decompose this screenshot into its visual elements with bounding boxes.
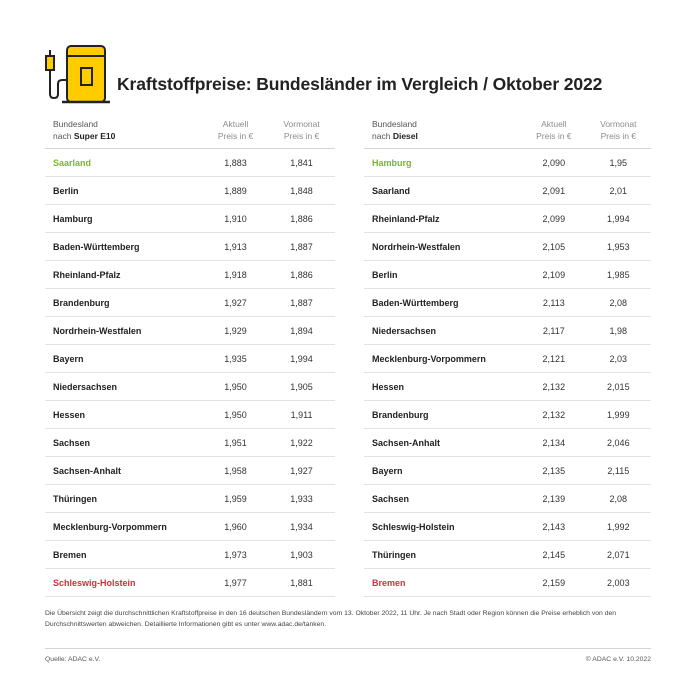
- current-price-column-header: [522, 118, 586, 149]
- footer-divider: [45, 648, 651, 649]
- diesel-table: [364, 118, 651, 597]
- current-price-cell: 2,132: [522, 373, 586, 401]
- previous-price-cell: 1,887: [268, 289, 335, 317]
- previous-header-line2: Preis in €: [600, 131, 637, 141]
- state-cell: Mecklenburg-Vorpommern: [45, 513, 203, 541]
- fuel-pump-icon: [40, 40, 112, 106]
- current-price-cell: 1,977: [203, 569, 268, 597]
- state-cell: Bremen: [364, 569, 522, 597]
- state-cell: Brandenburg: [45, 289, 203, 317]
- previous-price-cell: 1,905: [268, 373, 335, 401]
- state-cell: Saarland: [45, 149, 203, 177]
- state-cell: Niedersachsen: [45, 373, 203, 401]
- previous-price-cell: 1,841: [268, 149, 335, 177]
- current-header-line2: Preis in €: [217, 131, 254, 141]
- table-row: [364, 149, 651, 177]
- table-row: [364, 429, 651, 457]
- previous-price-cell: 1,881: [268, 569, 335, 597]
- table-row: [45, 205, 335, 233]
- state-cell: Sachsen-Anhalt: [45, 457, 203, 485]
- table-header-row: [364, 118, 651, 149]
- previous-price-cell: 1,886: [268, 205, 335, 233]
- header: [40, 38, 660, 108]
- current-price-cell: 1,950: [203, 373, 268, 401]
- previous-price-cell: 2,046: [586, 429, 651, 457]
- current-price-cell: 2,134: [522, 429, 586, 457]
- table-row: [45, 513, 335, 541]
- current-price-cell: 2,143: [522, 513, 586, 541]
- current-price-cell: 2,117: [522, 317, 586, 345]
- state-cell: Rheinland-Pfalz: [364, 205, 522, 233]
- previous-price-cell: 1,95: [586, 149, 651, 177]
- fuel-type-label: Super E10: [73, 131, 116, 141]
- previous-price-cell: 1,927: [268, 457, 335, 485]
- previous-price-column-header: [586, 118, 651, 149]
- current-price-cell: 1,950: [203, 401, 268, 429]
- current-header-line1: Aktuell: [222, 119, 249, 129]
- current-price-cell: 2,159: [522, 569, 586, 597]
- table-row: [45, 373, 335, 401]
- table-row: [364, 261, 651, 289]
- current-price-cell: 1,929: [203, 317, 268, 345]
- table-row: [364, 457, 651, 485]
- state-cell: Thüringen: [364, 541, 522, 569]
- table-row: [364, 513, 651, 541]
- super-e10-table: [45, 118, 335, 597]
- previous-price-cell: 1,994: [268, 345, 335, 373]
- previous-price-cell: 1,894: [268, 317, 335, 345]
- state-cell: Schleswig-Holstein: [45, 569, 203, 597]
- state-cell: Sachsen: [364, 485, 522, 513]
- state-header-prefix: nach: [53, 131, 72, 141]
- table-row: [45, 569, 335, 597]
- state-header-line1: Bundesland: [53, 119, 98, 129]
- state-cell: Berlin: [364, 261, 522, 289]
- footnote: Die Übersicht zeigt die durchschnittlichen Kraftstoffpreise in den 16 deutschen Bundesländern vom 13. Oktober 2022, 11 Uhr. Je nach Stadt oder Region können die Preise erheblich von den Durchschnittswerten abweichen. Detaillierte Informationen gibt es unter www.adac.de/tanken.: [45, 610, 617, 628]
- table-row: [364, 345, 651, 373]
- table-row: [45, 177, 335, 205]
- previous-price-cell: 2,08: [586, 485, 651, 513]
- current-price-cell: 1,960: [203, 513, 268, 541]
- previous-price-cell: 1,994: [586, 205, 651, 233]
- current-price-cell: 1,913: [203, 233, 268, 261]
- previous-header-line2: Preis in €: [283, 131, 320, 141]
- state-cell: Hamburg: [45, 205, 203, 233]
- current-price-cell: 2,109: [522, 261, 586, 289]
- table-row: [45, 149, 335, 177]
- table-row: [45, 289, 335, 317]
- table-row: [45, 261, 335, 289]
- state-header-prefix: nach: [372, 131, 391, 141]
- state-cell: Hessen: [45, 401, 203, 429]
- table-row: [364, 569, 651, 597]
- super-e10-rows: [45, 149, 335, 597]
- current-price-cell: 1,883: [203, 149, 268, 177]
- current-price-cell: 1,910: [203, 205, 268, 233]
- previous-price-cell: 1,98: [586, 317, 651, 345]
- table-row: [45, 401, 335, 429]
- current-price-cell: 1,959: [203, 485, 268, 513]
- previous-price-cell: 1,886: [268, 261, 335, 289]
- previous-price-cell: 1,922: [268, 429, 335, 457]
- current-header-line1: Aktuell: [541, 119, 567, 129]
- current-price-cell: 1,951: [203, 429, 268, 457]
- table-row: [45, 317, 335, 345]
- current-price-cell: 2,139: [522, 485, 586, 513]
- current-price-cell: 1,927: [203, 289, 268, 317]
- state-cell: Berlin: [45, 177, 203, 205]
- state-column-header: [45, 118, 203, 149]
- current-price-cell: 1,935: [203, 345, 268, 373]
- state-cell: Baden-Württemberg: [45, 233, 203, 261]
- diesel-rows: [364, 149, 651, 597]
- previous-price-cell: 2,003: [586, 569, 651, 597]
- table-row: [364, 317, 651, 345]
- current-price-cell: 2,090: [522, 149, 586, 177]
- state-cell: Hamburg: [364, 149, 522, 177]
- previous-price-cell: 1,985: [586, 261, 651, 289]
- table-row: [364, 177, 651, 205]
- table-row: [364, 485, 651, 513]
- table-row: [45, 485, 335, 513]
- source-label: Quelle: ADAC e.V.: [45, 656, 101, 663]
- state-cell: Sachsen-Anhalt: [364, 429, 522, 457]
- previous-price-cell: 1,934: [268, 513, 335, 541]
- copyright-label: © ADAC e.V. 10.2022: [585, 656, 651, 663]
- state-cell: Bayern: [45, 345, 203, 373]
- current-price-cell: 2,145: [522, 541, 586, 569]
- table-row: [364, 401, 651, 429]
- current-price-cell: 2,113: [522, 289, 586, 317]
- table-row: [364, 233, 651, 261]
- state-header-line1: Bundesland: [372, 119, 417, 129]
- previous-price-cell: 2,015: [586, 373, 651, 401]
- current-price-column-header: [203, 118, 268, 149]
- state-cell: Sachsen: [45, 429, 203, 457]
- current-price-cell: 1,958: [203, 457, 268, 485]
- state-cell: Hessen: [364, 373, 522, 401]
- previous-price-cell: 1,933: [268, 485, 335, 513]
- state-cell: Schleswig-Holstein: [364, 513, 522, 541]
- previous-price-cell: 2,03: [586, 345, 651, 373]
- fuel-type-label: Diesel: [392, 131, 418, 141]
- table-row: [45, 541, 335, 569]
- current-price-cell: 1,973: [203, 541, 268, 569]
- state-cell: Bremen: [45, 541, 203, 569]
- current-price-cell: 1,918: [203, 261, 268, 289]
- state-cell: Bayern: [364, 457, 522, 485]
- previous-price-cell: 1,999: [586, 401, 651, 429]
- table-row: [364, 289, 651, 317]
- table-row: [45, 457, 335, 485]
- previous-price-column-header: [268, 118, 335, 149]
- previous-header-line1: Vormonat: [600, 119, 637, 129]
- current-price-cell: 2,132: [522, 401, 586, 429]
- current-header-line2: Preis in €: [536, 131, 572, 141]
- state-cell: Nordrhein-Westfalen: [364, 233, 522, 261]
- table-row: [364, 373, 651, 401]
- state-cell: Nordrhein-Westfalen: [45, 317, 203, 345]
- state-cell: Rheinland-Pfalz: [45, 261, 203, 289]
- table-row: [45, 233, 335, 261]
- current-price-cell: 2,135: [522, 457, 586, 485]
- state-cell: Baden-Württemberg: [364, 289, 522, 317]
- table-row: [45, 429, 335, 457]
- previous-price-cell: 1,911: [268, 401, 335, 429]
- page-title: Kraftstoffpreise: Bundesländer im Vergleich / Oktober 2022: [117, 74, 603, 94]
- current-price-cell: 2,121: [522, 345, 586, 373]
- state-cell: Thüringen: [45, 485, 203, 513]
- state-cell: Niedersachsen: [364, 317, 522, 345]
- previous-price-cell: 1,887: [268, 233, 335, 261]
- previous-price-cell: 2,115: [586, 457, 651, 485]
- table-header-row: [45, 118, 335, 149]
- state-cell: Mecklenburg-Vorpommern: [364, 345, 522, 373]
- current-price-cell: 2,105: [522, 233, 586, 261]
- state-cell: Saarland: [364, 177, 522, 205]
- table-row: [364, 541, 651, 569]
- previous-price-cell: 1,992: [586, 513, 651, 541]
- current-price-cell: 1,889: [203, 177, 268, 205]
- previous-price-cell: 2,071: [586, 541, 651, 569]
- current-price-cell: 2,091: [522, 177, 586, 205]
- previous-price-cell: 2,08: [586, 289, 651, 317]
- previous-price-cell: 2,01: [586, 177, 651, 205]
- table-row: [364, 205, 651, 233]
- previous-price-cell: 1,848: [268, 177, 335, 205]
- current-price-cell: 2,099: [522, 205, 586, 233]
- state-cell: Brandenburg: [364, 401, 522, 429]
- previous-price-cell: 1,903: [268, 541, 335, 569]
- state-column-header: [364, 118, 522, 149]
- previous-price-cell: 1,953: [586, 233, 651, 261]
- previous-header-line1: Vormonat: [283, 119, 320, 129]
- table-row: [45, 345, 335, 373]
